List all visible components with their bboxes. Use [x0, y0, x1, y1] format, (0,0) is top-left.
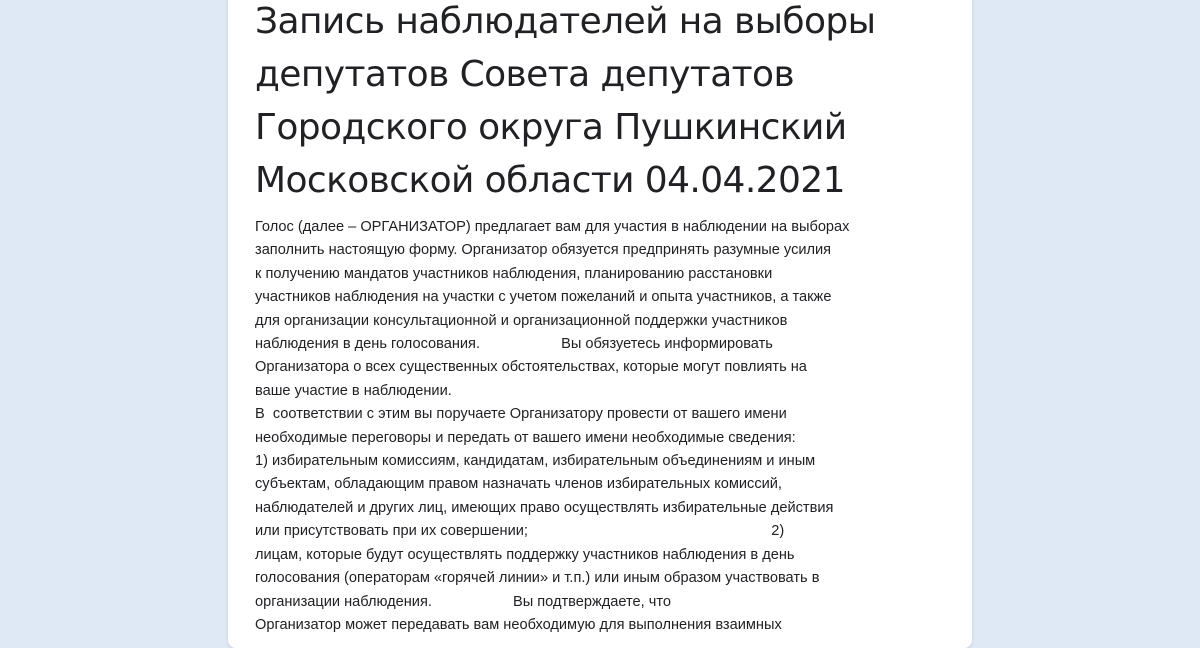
- form-description-line: 1) избирательным комиссиям, кандидатам, избирательным объединениям и иным: [255, 453, 816, 470]
- form-description-line: участников наблюдения на участки с учетом пожеланий и опыта участников, а также: [255, 289, 832, 306]
- form-description-line: Голос (далее – ОРГАНИЗАТОР) предлагает вам для участия в наблюдении на выборах: [255, 219, 850, 235]
- form-title-line: Запись наблюдателей на выборы: [255, 1, 876, 42]
- form-description-line: Организатора о всех существенных обстоятельствах, которые могут повлиять на: [255, 359, 807, 376]
- form-description-line: ваше участие в наблюдении.: [255, 382, 452, 399]
- form-description-line: к получению мандатов участников наблюдения, планированию расстановки: [255, 265, 773, 282]
- form-description-line: лицам, которые будут осуществлять поддержку участников наблюдения в день: [255, 546, 795, 563]
- form-description-line: В соответствии с этим вы поручаете Организатору провести от вашего имени: [255, 406, 787, 423]
- form-description-line: голосования (операторам «горячей линии» и т.п.) или иным образом участвовать в: [255, 570, 820, 587]
- form-title-line: депутатов Совета депутатов: [255, 54, 795, 95]
- form-description-line: Организатор может передавать вам необходимую для выполнения взаимных: [255, 616, 782, 633]
- form-description-line: или присутствовать при их совершении; 2): [255, 523, 785, 540]
- form-header-card: [228, 0, 972, 648]
- form-description-line: для организации консультационной и организационной поддержки участников: [255, 312, 788, 329]
- form-title-line: Московской области 04.04.2021: [255, 160, 845, 201]
- form-description-line: наблюдателей и других лиц, имеющих право осуществлять избирательные действия: [255, 499, 834, 516]
- form-description: [255, 216, 955, 637]
- form-description-line: заполнить настоящую форму. Организатор обязуется предпринять разумные усилия: [255, 242, 832, 259]
- form-description-line: необходимые переговоры и передать от вашего имени необходимые сведения:: [255, 429, 796, 446]
- form-title: [255, 0, 945, 207]
- form-description-line: субъектам, обладающим правом назначать членов избирательных комиссий,: [255, 476, 782, 493]
- form-description-line: организации наблюдения. Вы подтверждаете, что: [255, 593, 672, 610]
- form-description-line: наблюдения в день голосования. Вы обязуетесь информировать: [255, 336, 773, 353]
- form-title-line: Городского округа Пушкинский: [255, 107, 847, 148]
